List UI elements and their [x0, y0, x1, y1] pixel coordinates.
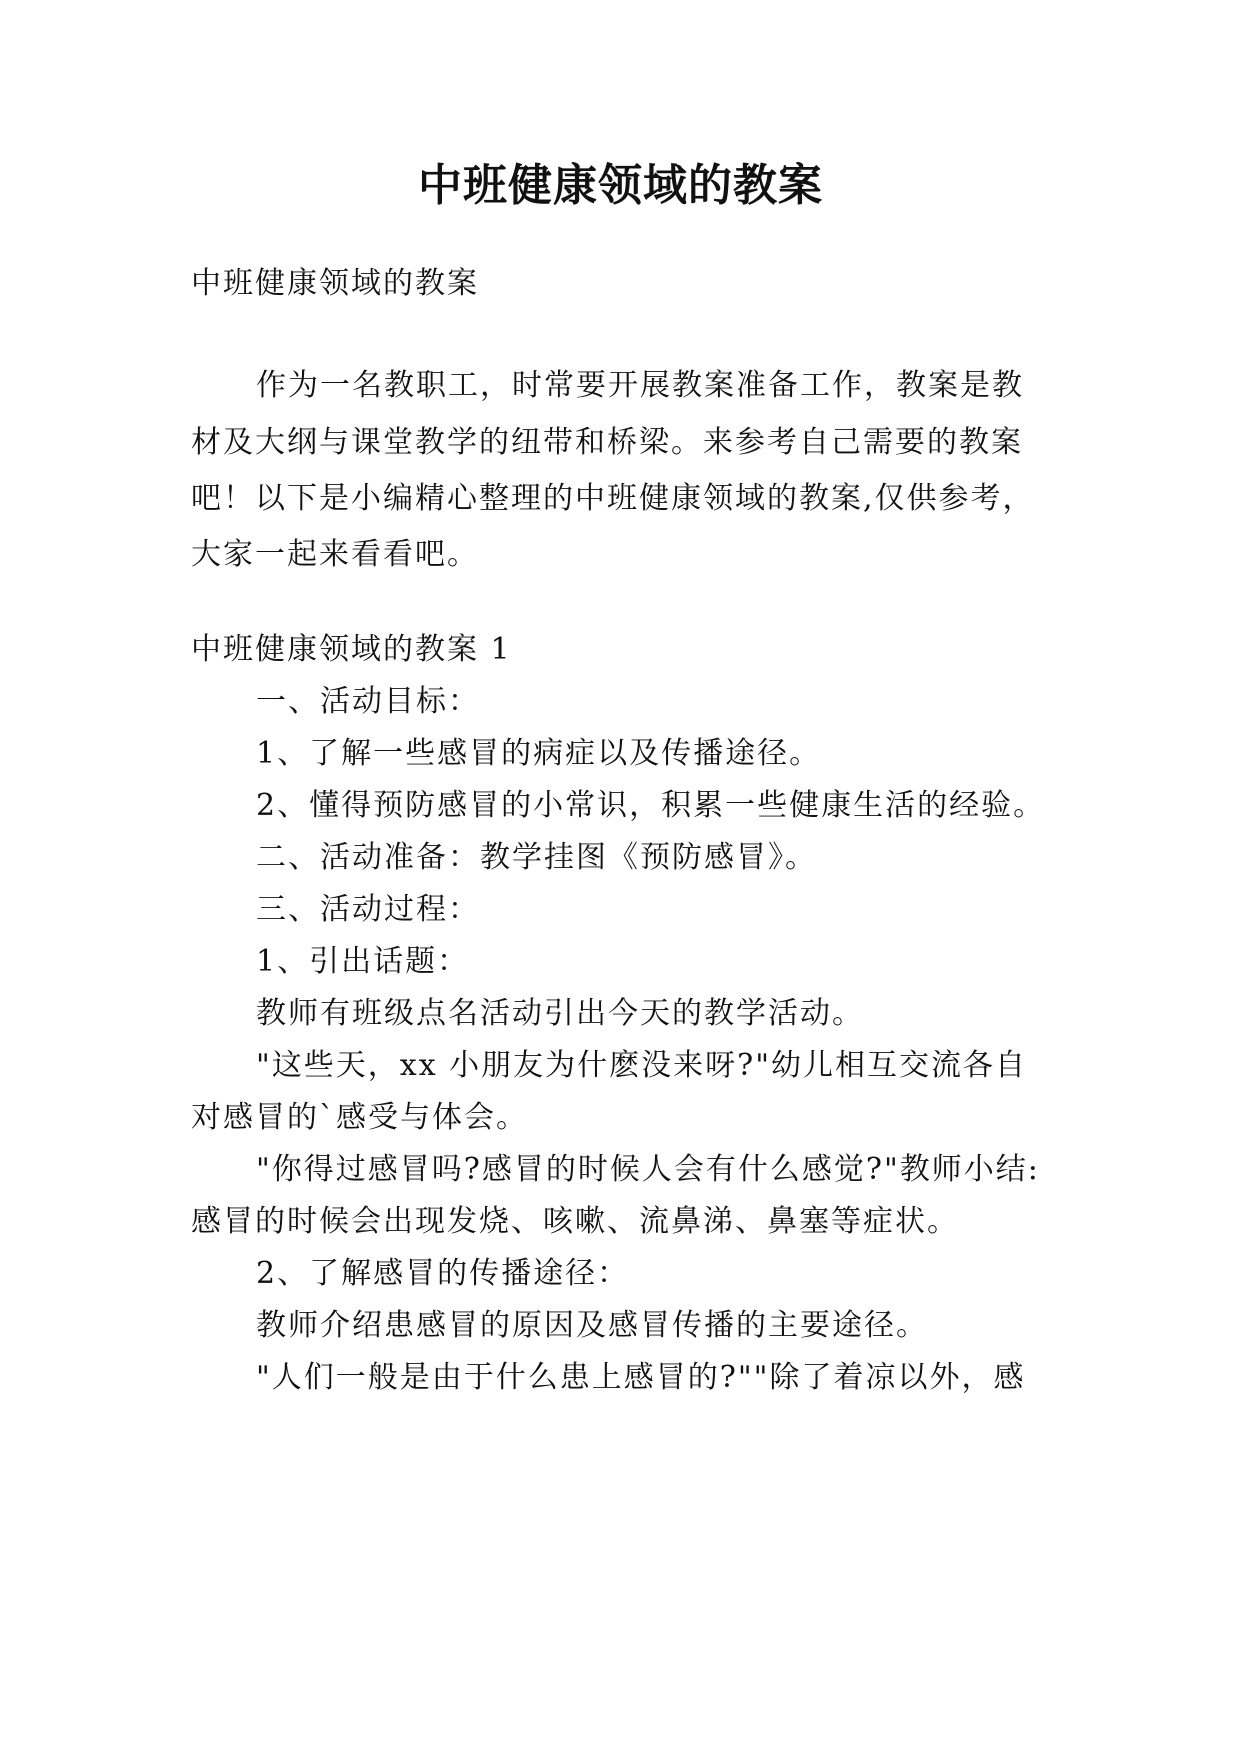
intro-line: 大家一起来看看吧。	[191, 537, 479, 572]
body-line: 对感冒的`感受与体会。	[191, 1100, 528, 1135]
body-line: 一、活动目标：	[256, 684, 480, 719]
body-line: 教师有班级点名活动引出今天的教学活动。	[256, 996, 864, 1031]
body-line: "这些天，xx 小朋友为什麽没来呀?"幼儿相互交流各自	[256, 1048, 1028, 1083]
body-line: 感冒的时候会出现发烧、咳嗽、流鼻涕、鼻塞等症状。	[191, 1204, 959, 1239]
body-line: 三、活动过程：	[256, 892, 480, 927]
body-line: "人们一般是由于什么患上感冒的?""除了着凉以外，感	[256, 1360, 1026, 1395]
body-line: 1、了解一些感冒的病症以及传播途径。	[256, 736, 822, 771]
body-line: 2、懂得预防感冒的小常识，积累一些健康生活的经验。	[256, 788, 1046, 823]
body-line: 二、活动准备：教学挂图《预防感冒》。	[256, 840, 817, 875]
intro-line: 吧！以下是小编精心整理的中班健康领域的教案,仅供参考，	[191, 481, 1035, 516]
body-line: 教师介绍患感冒的原因及感冒传播的主要途径。	[256, 1308, 928, 1343]
body-line: "你得过感冒吗?感冒的时候人会有什么感觉?"教师小结:	[256, 1152, 1040, 1187]
body-line: 1、引出话题：	[256, 944, 470, 979]
document-title: 中班健康领域的教案	[418, 160, 823, 211]
document-subtitle: 中班健康领域的教案	[191, 266, 479, 301]
body-line: 2、了解感冒的传播途径：	[256, 1256, 630, 1291]
section-title: 中班健康领域的教案 1	[191, 632, 512, 667]
intro-line: 作为一名教职工，时常要开展教案准备工作，教案是教	[256, 368, 1024, 403]
intro-line: 材及大纲与课堂教学的纽带和桥梁。来参考自己需要的教案	[191, 425, 1023, 460]
